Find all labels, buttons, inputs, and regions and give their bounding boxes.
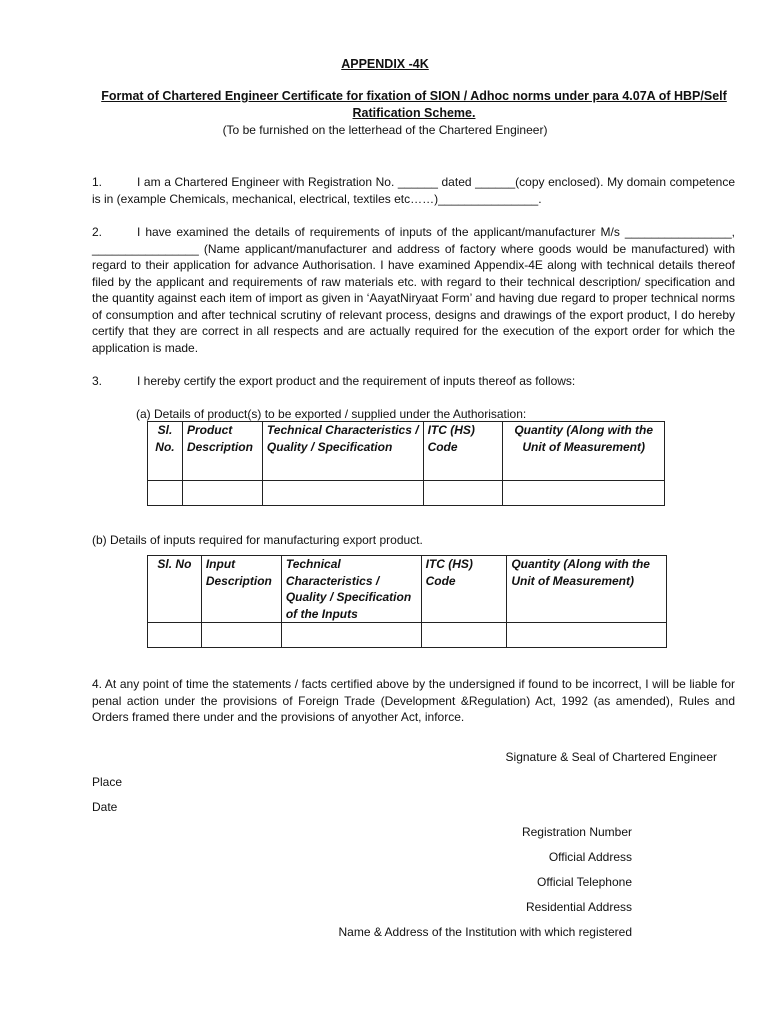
registration-number-label: Registration Number [521,825,632,839]
table-cell [182,481,262,506]
place-label: Place [92,775,123,789]
official-address-label: Official Address [548,850,632,864]
paragraph-2-text: I have examined the details of requirements of inputs of the applicant/manufacturer M/s ________________, ________________ (Name applicant/manufacturer and address of factory where goods would be manufactured) with regard to their application for advance Authorisation. I have examined Appendix-4E along with technical details thereof filed by the applicant and requirements of raw materials etc. with regard to their technical description/ specification and the quantity against each item of import as given in ‘AayatNiryaat Form’ and having due regard to proper technical norms of consumption and after technical scrutiny of relevant process, designs and drawings of the export product, I do hereby certify that they are correct in all respects and are actually required for the execution of the export order for which the application is made. [92,225,735,355]
official-telephone-label: Official Telephone [537,875,632,889]
paragraph-2 [92,224,735,356]
header-quantity: Quantity (Along with the Unit of Measurement) [507,556,667,623]
header-sl-no: Sl. No. [148,422,183,481]
letterhead-note: (To be furnished on the letterhead of the Chartered Engineer) [222,123,548,137]
table-cell [281,623,421,648]
document-title: APPENDIX -4K [341,57,429,71]
paragraph-1-number: 1. [92,175,103,189]
table-header-row [148,556,667,623]
header-itc-hs-code: ITC (HS) Code [421,556,507,623]
header-technical-characteristics: Technical Characteristics / Quality / Specification [262,422,423,481]
header-input-description: Input Description [201,556,281,623]
header-technical-characteristics: Technical Characteristics / Quality / Specification of the Inputs [281,556,421,623]
table-row [148,481,665,506]
table-cell [507,623,667,648]
header-product-description: Product Description [182,422,262,481]
table-cell [148,623,202,648]
signature-label: Signature & Seal of Chartered Engineer [505,750,717,764]
table-b-caption: (b) Details of inputs required for manufacturing export product. [92,533,423,547]
paragraph-2-number: 2. [92,225,103,239]
residential-address-label: Residential Address [525,900,632,914]
table-cell [421,623,507,648]
paragraph-1 [92,174,735,207]
institution-label: Name & Address of the Institution with which registered [338,925,632,939]
table-a-caption: (a) Details of product(s) to be exported / supplied under the Authorisation: [136,407,527,421]
paragraph-4: 4. At any point of time the statements / facts certified above by the undersigned if found to be incorrect, I will be liable for penal action under the provisions of Foreign Trade (Development &Regulation) Act, 1992 (as amended), Rules and Orders framed there under and the provisions of anyother Act, inforce. [92,677,735,724]
paragraph-3-text: I hereby certify the export product and the requirement of inputs thereof as follows: [137,374,576,388]
paragraph-3-number: 3. [92,374,103,388]
header-quantity: Quantity (Along with the Unit of Measurement) [503,422,665,481]
table-cell [423,481,503,506]
document-subtitle: Format of Chartered Engineer Certificate for fixation of SION / Adhoc norms under para 4.07A of HBP/Self Ratification Scheme. [101,89,727,120]
header-sl-no: Sl. No [148,556,202,623]
table-row [148,623,667,648]
date-label: Date [92,800,118,814]
paragraph-1-text: I am a Chartered Engineer with Registration No. ______ dated ______(copy enclosed). My domain competence is in (example Chemicals, mechanical, electrical, textiles etc……)_______________. [92,175,735,206]
header-itc-hs-code: ITC (HS) Code [423,422,503,481]
table-cell [201,623,281,648]
table-cell [148,481,183,506]
table-cell [503,481,665,506]
inputs-table [147,555,667,648]
table-header-row [148,422,665,481]
table-cell [262,481,423,506]
products-table [147,421,665,506]
paragraph-3 [92,373,735,390]
